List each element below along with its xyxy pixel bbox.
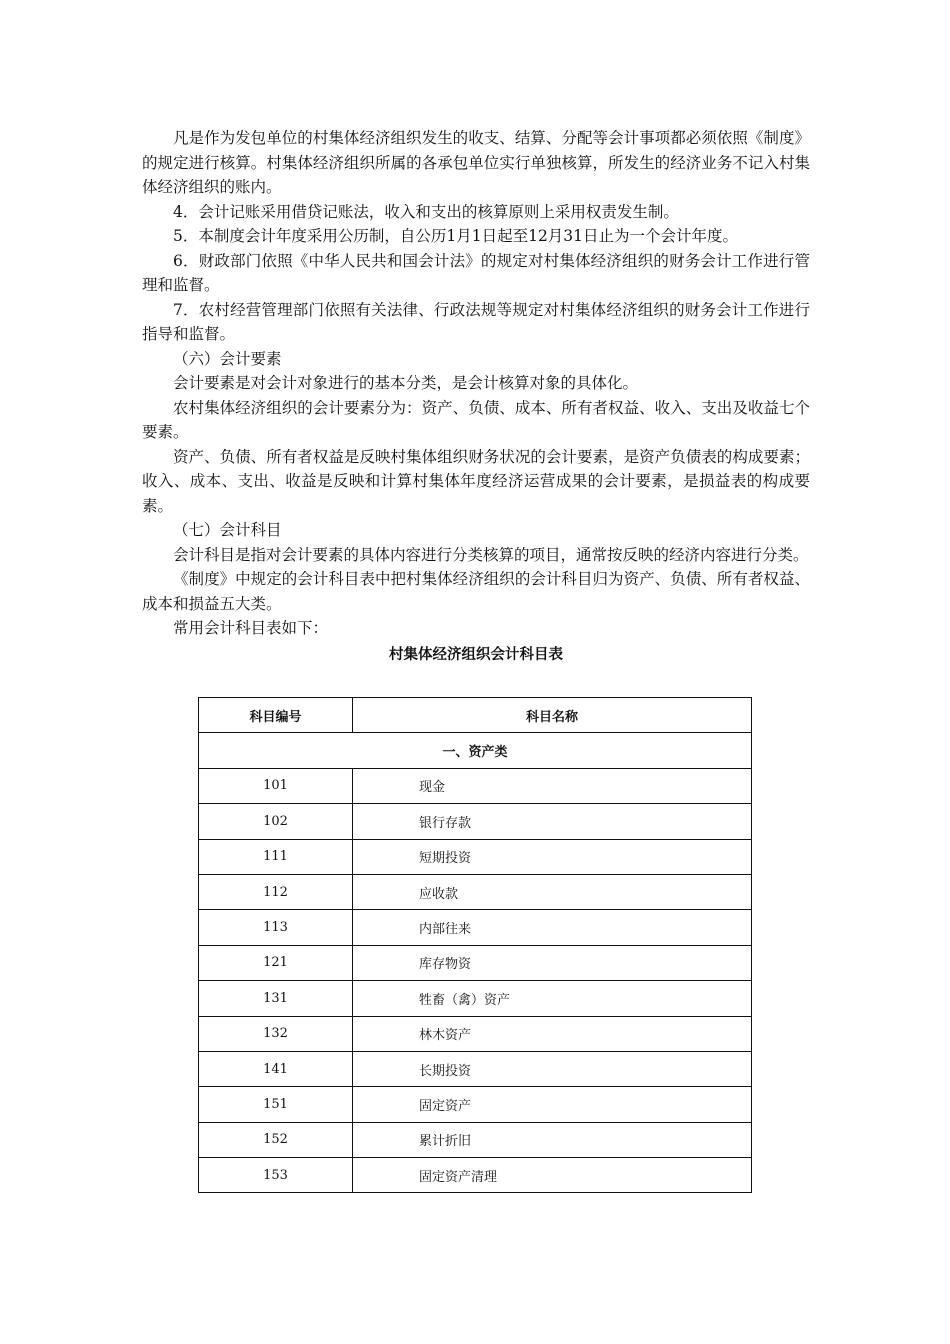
subject-name: 长期投资 xyxy=(353,1051,752,1086)
subject-name: 银行存款 xyxy=(353,804,752,839)
paragraph-item-5: 5．本制度会计年度采用公历制，自公历1月1日起至12月31日止为一个会计年度。 xyxy=(173,227,739,245)
table-row xyxy=(199,981,752,1016)
subject-code: 152 xyxy=(199,1122,353,1157)
document-body xyxy=(142,126,810,666)
table-row xyxy=(199,1016,752,1051)
section-heading-accounting-subjects: （七）会计科目 xyxy=(173,521,282,539)
table-row xyxy=(199,839,752,874)
paragraph-subjects-definition: 会计科目是指对会计要素的具体内容进行分类核算的项目，通常按反映的经济内容进行分类。 xyxy=(173,545,809,564)
paragraph-five-categories: 《制度》中规定的会计科目表中把村集体经济组织的会计科目归为资产、负债、所有者权益、成本和损益五大类。 xyxy=(142,570,810,613)
subject-name: 固定资产 xyxy=(353,1087,752,1122)
paragraph-seven-elements: 农村集体经济组织的会计要素分为：资产、负债、成本、所有者权益、收入、支出及收益七个要素。 xyxy=(142,398,810,441)
subject-name: 现金 xyxy=(353,768,752,803)
table-row xyxy=(199,874,752,909)
paragraph-elements-statements: 资产、负债、所有者权益是反映村集体组织财务状况的会计要素，是资产负债表的构成要素；收入、成本、支出、收益是反映和计算村集体年度经济运营成果的会计要素，是损益表的构成要素。 xyxy=(142,447,810,515)
section-heading-accounting-elements: （六）会计要素 xyxy=(173,349,282,368)
table-row xyxy=(199,1087,752,1122)
subject-code: 131 xyxy=(199,981,353,1016)
table-row xyxy=(199,910,752,945)
table-row xyxy=(199,1122,752,1157)
paragraph-table-intro: 常用会计科目表如下： xyxy=(173,619,329,637)
paragraph-item-4: 4．会计记账采用借贷记账法，收入和支出的核算原则上采用权责发生制。 xyxy=(173,202,679,221)
subject-code: 153 xyxy=(199,1158,353,1193)
subject-code: 132 xyxy=(199,1016,353,1051)
header-subject-name: 科目名称 xyxy=(353,698,752,733)
accounting-subjects-table xyxy=(198,697,752,1193)
paragraph-contract-accounting: 凡是作为发包单位的村集体经济组织发生的收支、结算、分配等会计事项都必须依照《制度》的规定进行核算。村集体经济组织所属的各承包单位实行单独核算，所发生的经济业务不记入村集体经济组织的账内。 xyxy=(142,129,810,196)
subject-code: 111 xyxy=(199,839,353,874)
table-header-row xyxy=(199,698,752,733)
table-title: 村集体经济组织会计科目表 xyxy=(389,646,563,663)
paragraph-item-7: 7．农村经营管理部门依照有关法律、行政法规等规定对村集体经济组织的财务会计工作进行指导和监督。 xyxy=(142,300,810,343)
subject-name: 短期投资 xyxy=(353,839,752,874)
header-subject-code: 科目编号 xyxy=(199,698,353,733)
table-row xyxy=(199,804,752,839)
table-row xyxy=(199,1158,752,1193)
category-label: 一、资产类 xyxy=(199,733,752,768)
subject-name: 应收款 xyxy=(353,874,752,909)
subject-code: 112 xyxy=(199,874,353,909)
subject-code: 141 xyxy=(199,1051,353,1086)
paragraph-item-6: 6．财政部门依照《中华人民共和国会计法》的规定对村集体经济组织的财务会计工作进行管理和监督。 xyxy=(142,251,810,294)
subject-name: 林木资产 xyxy=(353,1016,752,1051)
table-row xyxy=(199,1051,752,1086)
subject-name: 固定资产清理 xyxy=(353,1158,752,1193)
subject-name: 牲畜（禽）资产 xyxy=(353,981,752,1016)
table-row xyxy=(199,768,752,803)
table-row xyxy=(199,945,752,980)
paragraph-elements-definition: 会计要素是对会计对象进行的基本分类，是会计核算对象的具体化。 xyxy=(173,374,639,392)
subject-name: 库存物资 xyxy=(353,945,752,980)
subject-name: 内部往来 xyxy=(353,910,752,945)
subject-code: 113 xyxy=(199,910,353,945)
subject-code: 102 xyxy=(199,804,353,839)
subject-code: 121 xyxy=(199,945,353,980)
subject-code: 151 xyxy=(199,1087,353,1122)
category-row-assets xyxy=(199,733,752,768)
subject-name: 累计折旧 xyxy=(353,1122,752,1157)
subject-code: 101 xyxy=(199,768,353,803)
